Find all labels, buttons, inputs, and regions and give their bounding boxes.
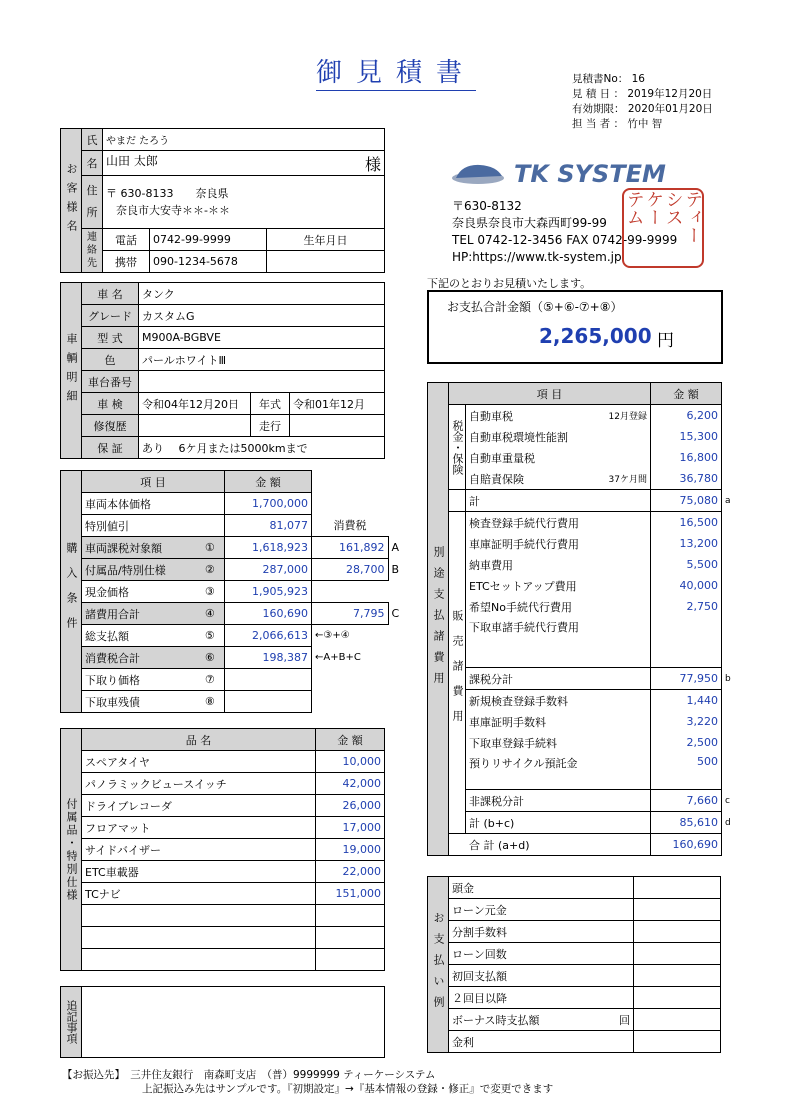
notes-table: 追記事項	[60, 986, 385, 1058]
bonus-payment[interactable]	[634, 1009, 721, 1031]
model-year[interactable]: 令和01年12月	[290, 393, 385, 415]
accessory-item[interactable]	[82, 905, 316, 927]
notes-field[interactable]	[82, 987, 385, 1058]
payment-table: お支払い例 頭金 ローン元金 分割手数料 ローン回数 初回支払額 ２回目以降 ボーナス時支払額 回 金利	[427, 876, 721, 1053]
page-title: 御見積書	[0, 52, 792, 89]
expenses-table: 別途支払諸費用 項 目 金 額 税金・保険 自動車税 12月登録 6,200 自動車税環境性能割 15,300 自動車重量税 16,800 自賠責保険 37ケ月間 36,780 計 75,080 a 販売諸費用 検査登録手続代行費用 16,500 車庫証明手続代行費用 13,200 納車費用 5,500 ETCセットアップ費用 40,000 希望No手続代行費用 2,750 下取車諸手続代行費用 課税分計 77,950 b 新規検査登録手数料 1,440 車庫証明手数料 3,220 下取車登録手続料 2,500 預りリサイクル預託金 500 非課税分計 7,660 c 計 (b+c) 85,610 d 合 計 (a+d) 160,690	[427, 382, 737, 856]
accessories-table: 付属品・特別仕様 品 名 金 額 スペアタイヤ 10,000 パノラミックビュースイッチ 42,000 ドライブレコーダ 26,000 フロアマット 17,000 サイドバイザー 19,000 ETC車載器 22,000 TCナビ 151,000	[60, 728, 385, 971]
meta-row: 見 積 日 ： 2019年12月20日	[572, 88, 713, 100]
expenses-grand-total: 160,690	[651, 834, 722, 856]
accessory-item[interactable]	[82, 949, 316, 971]
mileage[interactable]	[290, 415, 385, 437]
car-icon	[448, 156, 704, 188]
customer-table: お客様名 氏 やまだ たろう 名 山田 太郎 様 住所 〒 630-8133 奈良県 奈良市大安寺＊＊-＊＊ 連絡先 電話 0742-99-9999 生年月日 携帯 090-1234-5678	[60, 128, 385, 273]
furigana-field[interactable]: やまだ たろう	[103, 129, 385, 151]
estimate-meta	[572, 72, 713, 132]
footer: 【お振込先】 三井住友銀行 南森町支店 （普）9999999 ティーケーシステム 上記振込み先はサンプルです。『初期設定』→『基本情報の登録・修正』で変更できます	[62, 1069, 554, 1095]
loan-count[interactable]	[634, 943, 721, 965]
accessory-item[interactable]: TCナビ	[82, 883, 316, 905]
accessory-item[interactable]: サイドバイザー	[82, 839, 316, 861]
company-stamp: ティー シス ケー テム	[622, 188, 704, 268]
warranty[interactable]: あり 6ケ月または5000kmまで	[139, 437, 385, 459]
birthday-field[interactable]	[267, 251, 385, 273]
intro-text: 下記のとおりお見積いたします。	[427, 277, 592, 290]
color[interactable]: パールホワイトⅢ	[139, 349, 385, 371]
inspection-date[interactable]: 令和04年12月20日	[139, 393, 251, 415]
accessory-item[interactable]	[82, 927, 316, 949]
total-box: お支払合計金額（⑤+⑥-⑦+⑧） 2,265,000 円	[427, 290, 723, 364]
purchase-table: 購入条件 項 目 金 額 車両本体価格 1,700,000 特別値引 81,077 消費税 車両課税対象額 ① 1,618,923 161,892 A 付属品/特別仕様 ② 287,000 28,700 B 現金価格 ③ 1,905,923 諸費用合計 ④ 160,690 7,795 C 総支払額 ⑤ 2,066,613 ←③+④ 消費税合計 ⑥ 198,387 ←A+B+C 下取り価格 ⑦ 下取車残債 ⑧	[60, 470, 405, 713]
mobile-field[interactable]: 090-1234-5678	[150, 251, 267, 273]
trade-in-price[interactable]	[225, 669, 312, 691]
phone-field[interactable]: 0742-99-9999	[150, 229, 267, 251]
total-amount: 2,265,000	[539, 324, 652, 348]
trade-in-debt[interactable]	[225, 691, 312, 713]
accessory-item[interactable]: フロアマット	[82, 817, 316, 839]
car-name[interactable]: タンク	[139, 283, 385, 305]
grade[interactable]: カスタムG	[139, 305, 385, 327]
repair-history[interactable]	[139, 415, 251, 437]
vehicle-table: 車輌明細 車 名 タンク グレード カスタムG 型 式 M900A-BGBVE 色 パールホワイトⅢ 車台番号 車 検 令和04年12月20日 年式 令和01年12月 修復歴 走行 保 証 あり 6ケ月または5000kmまで	[60, 282, 385, 459]
model[interactable]: M900A-BGBVE	[139, 327, 385, 349]
accessory-item[interactable]: パノラミックビュースイッチ	[82, 773, 316, 795]
chassis-number[interactable]	[139, 371, 385, 393]
company-info: 〒630-8132 奈良県奈良市大森西町99-99 TEL 0742-12-3456 FAX 0742-99-9999 HP:https://www.tk-system.jp	[452, 199, 678, 264]
installment-fee[interactable]	[634, 921, 721, 943]
customer-section-label: お客様名	[61, 129, 82, 273]
accessory-item[interactable]: ドライブレコーダ	[82, 795, 316, 817]
meta-row: 担 当 者 ： 竹中 智	[572, 118, 663, 130]
address-field[interactable]: 〒 630-8133 奈良県 奈良市大安寺＊＊-＊＊	[103, 176, 385, 229]
svg-text:TK SYSTEM: TK SYSTEM	[514, 160, 666, 188]
meta-row: 見積書No： 16	[572, 73, 645, 85]
meta-row: 有効期限： 2020年01月20日	[572, 103, 713, 115]
interest-rate[interactable]	[634, 1031, 721, 1053]
company-logo	[448, 156, 704, 191]
subsequent-payment[interactable]	[634, 987, 721, 1009]
first-payment[interactable]	[634, 965, 721, 987]
name-field[interactable]: 山田 太郎 様	[103, 151, 385, 176]
accessory-item[interactable]: スペアタイヤ	[82, 751, 316, 773]
loan-principal[interactable]	[634, 899, 721, 921]
accessory-item[interactable]: ETC車載器	[82, 861, 316, 883]
down-payment[interactable]	[634, 877, 721, 899]
